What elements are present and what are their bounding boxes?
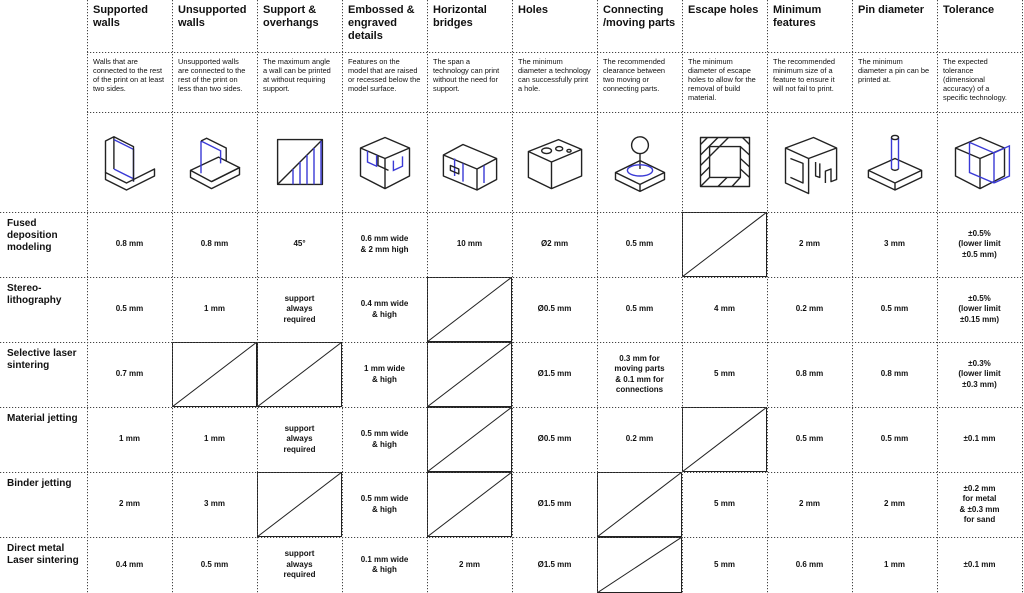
column-header: Horizontal bridges: [433, 4, 487, 29]
value-cell: 5 mm: [714, 499, 735, 509]
column-description: The minimum diameter of escape holes to allow for the removal of build material.: [688, 57, 756, 102]
column-description: The expected tolerance (dimensional accuracy) of a specific technology.: [943, 57, 1007, 102]
not-applicable-cell: [257, 342, 342, 407]
not-applicable-cell: [682, 407, 767, 472]
column-header: Minimum features: [773, 4, 822, 29]
value-cell: 0.1 mm wide & high: [360, 554, 409, 574]
minimum-features-icon: [767, 112, 852, 212]
value-cell: 0.2 mm: [625, 434, 654, 444]
value-cell: 0.8 mm: [880, 369, 909, 379]
value-cell: 0.5 mm: [880, 304, 909, 314]
value-cell: 0.5 mm wide & high: [360, 494, 409, 514]
supported-walls-icon: [87, 112, 172, 212]
value-cell: ±0.5% (lower limit ±0.5 mm): [958, 228, 1001, 259]
not-applicable-cell: [172, 342, 257, 407]
holes-icon: [520, 127, 590, 197]
value-cell: support always required: [283, 549, 316, 580]
escape-holes-icon: [690, 127, 760, 197]
moving-parts-icon: [605, 127, 675, 197]
value-cell: 1 mm: [204, 434, 225, 444]
value-cell: Ø1.5 mm: [537, 369, 572, 379]
value-cell: 0.6 mm: [795, 559, 824, 569]
value-cell: Ø1.5 mm: [537, 499, 572, 509]
unsupported-walls-icon: [180, 127, 250, 197]
column-header: Support & overhangs: [263, 4, 319, 29]
column-description: The minimum diameter a technology can successfully print a hole.: [518, 57, 591, 93]
moving-parts-icon: [597, 112, 682, 212]
value-cell: support always required: [283, 423, 316, 454]
not-applicable-cell: [682, 212, 767, 277]
value-cell: Ø0.5 mm: [537, 434, 572, 444]
value-cell: 45°: [293, 239, 306, 249]
value-cell: 0.7 mm: [115, 369, 144, 379]
value-cell: ±0.2 mm for metal & ±0.3 mm for sand: [959, 483, 1000, 524]
not-applicable-cell: [597, 537, 682, 593]
value-cell: 0.5 mm: [200, 559, 229, 569]
value-cell: 2 mm: [799, 239, 820, 249]
value-cell: 0.8 mm: [795, 369, 824, 379]
value-cell: ±0.1 mm: [963, 434, 996, 444]
column-header: Escape holes: [688, 4, 759, 16]
column-header: Connecting /moving parts: [603, 4, 676, 29]
value-cell: 1 mm: [119, 434, 140, 444]
column-header: Unsupported walls: [178, 4, 247, 29]
pin-icon: [860, 127, 930, 197]
column-description: Walls that are connected to the rest of the print on at least two sides.: [93, 57, 165, 93]
column-description: The span a technology can print without the need for support.: [433, 57, 500, 93]
value-cell: 1 mm wide & high: [364, 364, 405, 384]
holes-icon: [512, 112, 597, 212]
value-cell: 0.8 mm: [115, 239, 144, 249]
row-label: Selective laser sintering: [7, 348, 77, 371]
column-header: Pin diameter: [858, 4, 925, 16]
value-cell: Ø0.5 mm: [537, 304, 572, 314]
column-header: Supported walls: [93, 4, 148, 29]
not-applicable-cell: [427, 277, 512, 342]
value-cell: 0.5 mm: [880, 434, 909, 444]
minimum-features-icon: [775, 127, 845, 197]
bridge-icon: [427, 112, 512, 212]
overhang-icon: [265, 127, 335, 197]
column-description: The minimum diameter a pin can be printed at.: [858, 57, 930, 84]
not-applicable-cell: [427, 342, 512, 407]
row-label: Direct metal Laser sintering: [7, 543, 79, 566]
embossed-details-icon: [342, 112, 427, 212]
not-applicable-cell: [427, 407, 512, 472]
not-applicable-cell: [257, 472, 342, 537]
column-description: The recommended minimum size of a feature to ensure it will not fail to print.: [773, 57, 836, 93]
value-cell: support always required: [283, 293, 316, 324]
tolerance-icon: [945, 127, 1015, 197]
value-cell: 0.5 mm: [625, 304, 654, 314]
value-cell: 1 mm: [204, 304, 225, 314]
value-cell: 2 mm: [799, 499, 820, 509]
column-header: Holes: [518, 4, 548, 16]
value-cell: 3 mm: [884, 239, 905, 249]
row-label: Material jetting: [7, 413, 78, 424]
value-cell: 10 mm: [456, 239, 483, 249]
escape-holes-icon: [682, 112, 767, 212]
value-cell: 2 mm: [119, 499, 140, 509]
bridge-icon: [435, 127, 505, 197]
row-label: Stereo-lithography: [7, 283, 62, 306]
row-label: Fused deposition modeling: [7, 218, 58, 253]
value-cell: 4 mm: [714, 304, 735, 314]
value-cell: 0.5 mm: [625, 239, 654, 249]
value-cell: 0.5 mm wide & high: [360, 429, 409, 449]
value-cell: 1 mm: [884, 559, 905, 569]
value-cell: Ø1.5 mm: [537, 559, 572, 569]
unsupported-walls-icon: [172, 112, 257, 212]
not-applicable-cell: [597, 472, 682, 537]
pin-icon: [852, 112, 937, 212]
overhang-icon: [257, 112, 342, 212]
value-cell: 0.5 mm: [795, 434, 824, 444]
value-cell: 0.3 mm for moving parts & 0.1 mm for connections: [614, 353, 665, 394]
value-cell: 0.4 mm: [115, 559, 144, 569]
embossed-details-icon: [350, 127, 420, 197]
row-label: Binder jetting: [7, 478, 72, 489]
supported-walls-icon: [95, 127, 165, 197]
value-cell: 0.4 mm wide & high: [360, 299, 409, 319]
column-header: Tolerance: [943, 4, 995, 16]
value-cell: 0.8 mm: [200, 239, 229, 249]
column-description: Features on the model that are raised or recessed below the model surface.: [348, 57, 421, 93]
value-cell: 0.6 mm wide & 2 mm high: [360, 234, 409, 254]
value-cell: 5 mm: [714, 369, 735, 379]
column-description: The recommended clearance between two moving or connecting parts.: [603, 57, 666, 93]
value-cell: 2 mm: [884, 499, 905, 509]
value-cell: ±0.5% (lower limit ±0.15 mm): [958, 293, 1001, 324]
value-cell: 0.2 mm: [795, 304, 824, 314]
value-cell: ±0.1 mm: [963, 559, 996, 569]
value-cell: 0.5 mm: [115, 304, 144, 314]
value-cell: 2 mm: [459, 559, 480, 569]
value-cell: Ø2 mm: [540, 239, 569, 249]
tolerance-icon: [937, 112, 1022, 212]
value-cell: ±0.3% (lower limit ±0.3 mm): [958, 358, 1001, 389]
not-applicable-cell: [427, 472, 512, 537]
column-description: Unsupported walls are connected to the rest of the print on less than two sides.: [178, 57, 246, 93]
column-description: The maximum angle a wall can be printed at without requiring support.: [263, 57, 331, 93]
value-cell: 3 mm: [204, 499, 225, 509]
value-cell: 5 mm: [714, 559, 735, 569]
column-header: Embossed & engraved details: [348, 4, 415, 42]
